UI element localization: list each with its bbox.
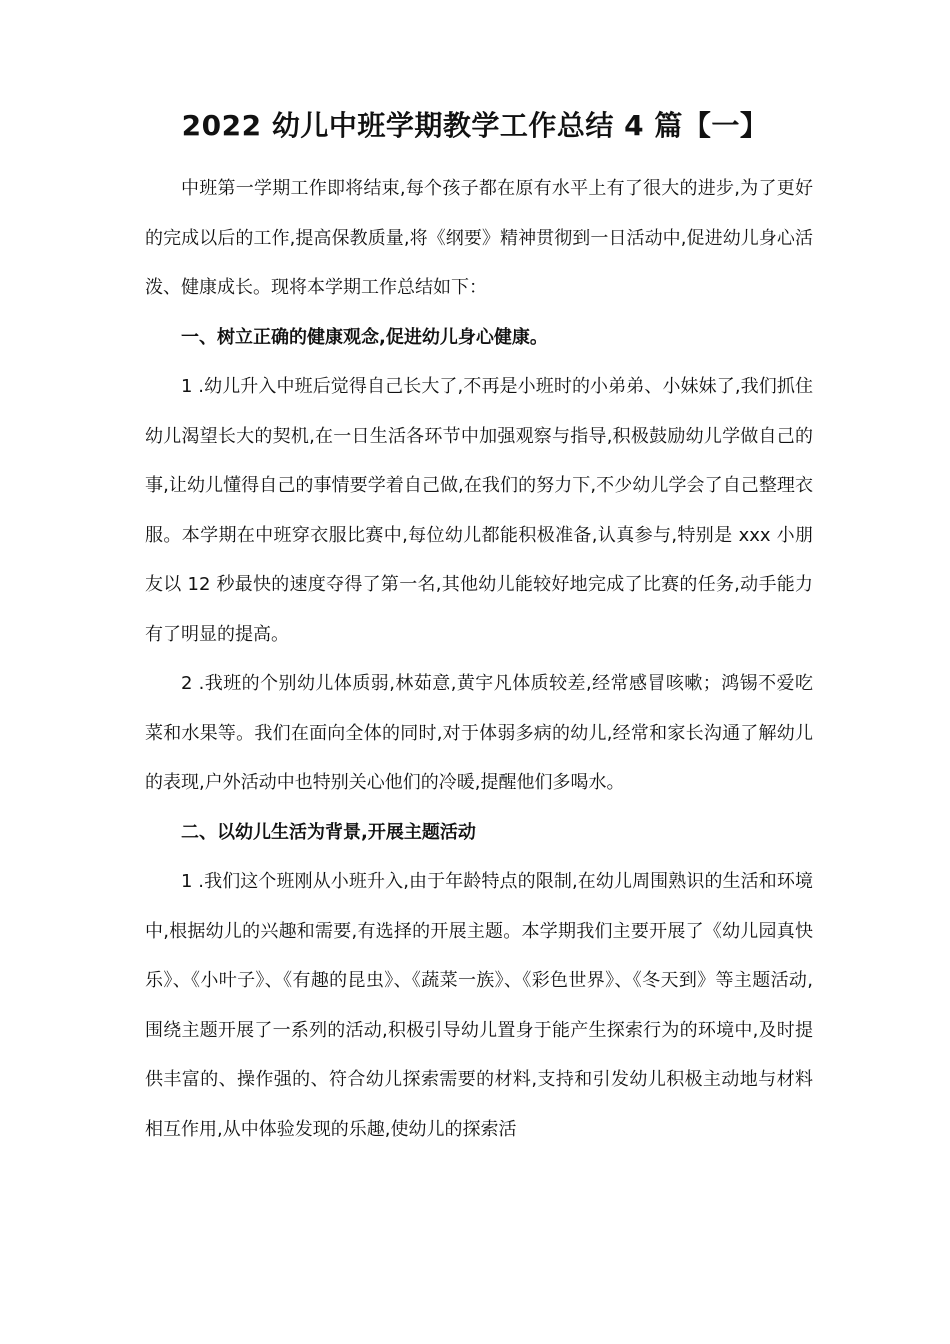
section-heading-2: 二、以幼儿生活为背景,开展主题活动 [181, 821, 476, 843]
paragraph-intro: 中班第一学期工作即将结束,每个孩子都在原有水平上有了很大的进步,为了更好的完成以后的工作,提高保教质量,将《纲要》精神贯彻到一日活动中,促进幼儿身心活泼、健康成长。现将本学期工作总结如下： [145, 178, 813, 298]
document-title: 2022 幼儿中班学期教学工作总结 4 篇【一】 [181, 109, 769, 142]
paragraph-2-1: 1 .我们这个班刚从小班升入,由于年龄特点的限制,在幼儿周围熟识的生活和环境中,根据幼儿的兴趣和需要,有选择的开展主题。本学期我们主要开展了《幼儿园真快乐》、《小叶子》、《有趣的昆虫》、《蔬菜一族》、《彩色世界》、《冬天到》等主题活动,围绕主题开展了一系列的活动,积极引导幼儿置身于能产生探索行为的环境中,及时提供丰富的、操作强的、符合幼儿探索需要的材料,支持和引发幼儿积极主动地与材料相互作用,从中体验发现的乐趣,使幼儿的探索活 [145, 871, 813, 1140]
section-heading-1: 一、树立正确的健康观念,促进幼儿身心健康。 [181, 326, 548, 348]
paragraph-1-1: 1 .幼儿升入中班后觉得自己长大了,不再是小班时的小弟弟、小妹妹了,我们抓住幼儿渴望长大的契机,在一日生活各环节中加强观察与指导,积极鼓励幼儿学做自己的事,让幼儿懂得自己的事情要学着自己做,在我们的努力下,不少幼儿学会了自己整理衣服。本学期在中班穿衣服比赛中,每位幼儿都能积极准备,认真参与,特别是 xxx 小朋友以 12 秒最快的速度夺得了第一名,其他幼儿能较好地完成了比赛的任务,动手能力有了明显的提高。 [145, 376, 813, 645]
document-body [145, 164, 813, 1154]
paragraph-1-2: 2 .我班的个别幼儿体质弱,林茹意,黄宇凡体质较差,经常感冒咳嗽；鸿锡不爱吃菜和水果等。我们在面向全体的同时,对于体弱多病的幼儿,经常和家长沟通了解幼儿的表现,户外活动中也特别关心他们的冷暖,提醒他们多喝水。 [145, 673, 813, 793]
